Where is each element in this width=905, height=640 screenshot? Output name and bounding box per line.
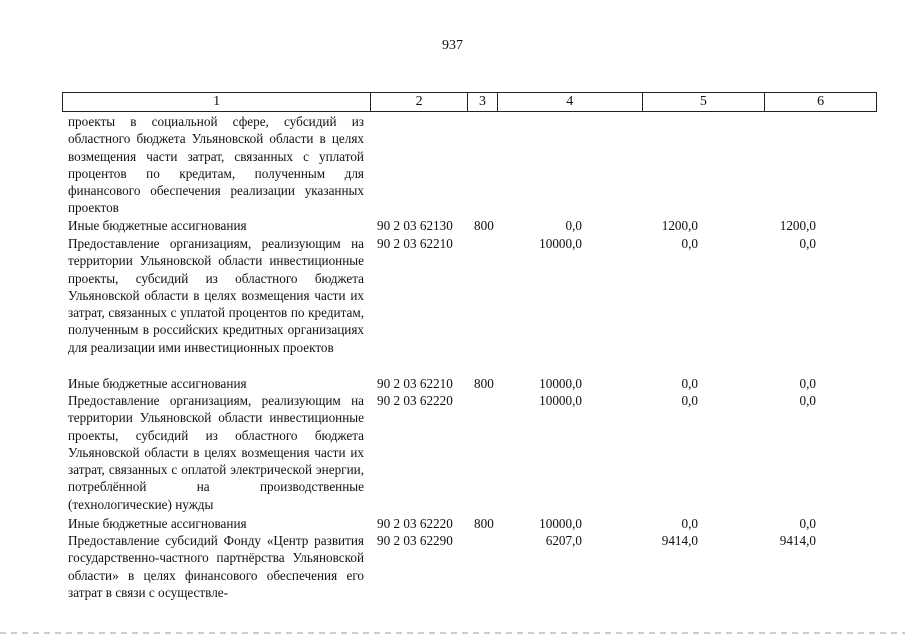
row-value-1: 10000,0 xyxy=(539,516,582,531)
row-code: 90 2 03 62290 xyxy=(377,533,453,548)
row-expense-type: 800 xyxy=(474,218,494,233)
header-col-5: 5 xyxy=(643,93,766,111)
header-col-3: 3 xyxy=(468,93,498,111)
row-value-3: 0,0 xyxy=(799,516,816,531)
row-value-2: 9414,0 xyxy=(661,533,698,548)
row-value-3: 0,0 xyxy=(799,236,816,251)
table-row xyxy=(0,375,905,392)
row-value-1: 10000,0 xyxy=(539,236,582,251)
row-description: проекты в социальной сфере, субсидий из областного бюджета Ульяновской области в целях возмещения части затрат, связанных с уплатой процентов по кредитам, полученным для финансового обеспечения реализации указанных проектов xyxy=(68,114,364,216)
row-value-1: 6207,0 xyxy=(545,533,582,548)
row-code: 90 2 03 62130 xyxy=(377,218,453,233)
table-row xyxy=(0,392,905,513)
row-value-3: 0,0 xyxy=(799,376,816,391)
header-col-1: 1 xyxy=(63,93,371,111)
table-row xyxy=(0,515,905,532)
table-row xyxy=(0,532,905,602)
row-expense-type: 800 xyxy=(474,516,494,531)
row-code: 90 2 03 62220 xyxy=(377,516,453,531)
row-value-1: 10000,0 xyxy=(539,376,582,391)
row-description: Предоставление субсидий Фонду «Центр развития государственно-частного партнёрства Ульяновской области» в целях финансового обеспечения его затрат в связи с осуществле- xyxy=(68,533,364,600)
row-value-2: 0,0 xyxy=(681,376,698,391)
row-value-1: 0,0 xyxy=(565,218,582,233)
row-value-2: 1200,0 xyxy=(661,218,698,233)
table-row xyxy=(0,217,905,234)
row-code: 90 2 03 62210 xyxy=(377,236,453,251)
row-value-1: 10000,0 xyxy=(539,393,582,408)
row-value-2: 0,0 xyxy=(681,236,698,251)
row-code: 90 2 03 62220 xyxy=(377,393,453,408)
row-description: Иные бюджетные ассигнования xyxy=(68,516,247,531)
header-col-6: 6 xyxy=(817,94,825,109)
row-description: Предоставление организациям, реализующим на территории Ульяновской области инвестиционные проекты, субсидий из областного бюджета Ульяновской области в целях возмещения части их затрат, связанных с оплатой электрической энергии, потреблённой на производственные (технологические) нужды xyxy=(68,393,364,512)
row-value-3: 9414,0 xyxy=(779,533,816,548)
table-header xyxy=(62,92,877,112)
page-number: 937 xyxy=(442,38,463,53)
row-value-3: 1200,0 xyxy=(779,218,816,233)
header-col-4: 4 xyxy=(498,93,643,111)
row-description: Иные бюджетные ассигнования xyxy=(68,376,247,391)
row-value-2: 0,0 xyxy=(681,393,698,408)
row-code: 90 2 03 62210 xyxy=(377,376,453,391)
scan-edge xyxy=(0,632,905,634)
row-description: Предоставление организациям, реализующим на территории Ульяновской области инвестиционные проекты, субсидий из областного бюджета Ульяновской области в целях возмещения части их затрат, связанных с уплатой процентов по кредитам, полученным в российских кредитных организациях для реализации ими инвестиционных проектов xyxy=(68,236,364,355)
row-value-3: 0,0 xyxy=(799,393,816,408)
table-row xyxy=(0,113,905,217)
row-value-2: 0,0 xyxy=(681,516,698,531)
row-description: Иные бюджетные ассигнования xyxy=(68,218,247,233)
header-col-2: 2 xyxy=(371,93,468,111)
row-expense-type: 800 xyxy=(474,376,494,391)
table-row xyxy=(0,235,905,374)
